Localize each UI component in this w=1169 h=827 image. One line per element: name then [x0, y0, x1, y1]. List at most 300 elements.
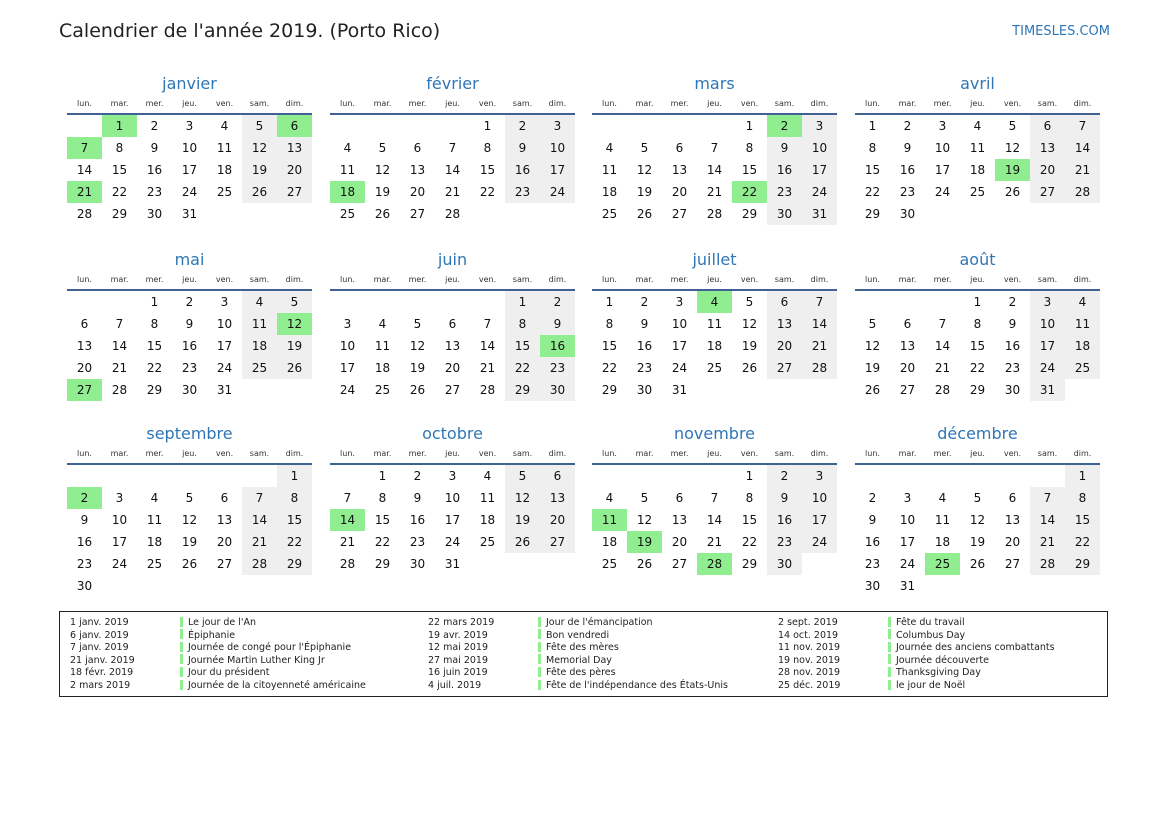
day-cell: 22 [374, 535, 391, 549]
day-cell: 24 [802, 531, 837, 553]
day-cell: 4 [605, 491, 614, 505]
day-cell: 13 [216, 513, 233, 527]
weekday-header [855, 271, 1100, 291]
day-cell: 22 [146, 361, 163, 375]
day-cell: 8 [868, 141, 877, 155]
day-cell: 18 [601, 535, 618, 549]
day-cell: 24 [181, 185, 198, 199]
day-cell: 7 [710, 141, 719, 155]
day-cell: 12 [969, 513, 986, 527]
day-cell: 11 [706, 317, 723, 331]
weekday-label: mer. [933, 449, 952, 458]
day-cell: 23 [76, 557, 93, 571]
day-cell: 14 [242, 509, 277, 531]
day-cell: 3 [343, 317, 352, 331]
weekday-label: mar. [373, 99, 392, 108]
day-cell: 3 [448, 469, 457, 483]
day-cell: 14 [444, 163, 461, 177]
day-cell: 14 [479, 339, 496, 353]
holiday-marker [180, 667, 183, 677]
weekday-label: mer. [670, 449, 689, 458]
weekday-label: dim. [548, 99, 567, 108]
day-cell: 25 [601, 557, 618, 571]
holiday-name: Fête de l'indépendance des États-Unis [546, 680, 728, 691]
day-cell: 12 [374, 163, 391, 177]
day-cell: 19 [242, 159, 277, 181]
holiday-marker [888, 617, 891, 627]
day-cell: 1 [483, 119, 492, 133]
weekday-label: jeu. [707, 99, 722, 108]
month-9 [330, 423, 575, 597]
day-cell: 10 [671, 317, 688, 331]
day-cell: 15 [1065, 509, 1100, 531]
day-cell: 30 [146, 207, 163, 221]
day-cell: 27 [1030, 181, 1065, 203]
day-cell: 25 [969, 185, 986, 199]
weekday-label: lun. [865, 449, 880, 458]
day-cell: 15 [741, 513, 758, 527]
day-cell: 14 [111, 339, 128, 353]
day-cell: 26 [741, 361, 758, 375]
holiday-date: 18 févr. 2019 [70, 667, 134, 679]
weekday-label: jeu. [182, 449, 197, 458]
holiday-date: 2 mars 2019 [70, 680, 131, 691]
holiday-marker [538, 680, 541, 690]
weekday-label: ven. [215, 449, 234, 458]
weekday-label: mer. [145, 99, 164, 108]
weekday-label: mer. [145, 449, 164, 458]
day-cell: 7 [710, 491, 719, 505]
day-cell: 30 [409, 557, 426, 571]
day-cell: 29 [969, 383, 986, 397]
day-cell: 29 [111, 207, 128, 221]
month-name: avril [960, 74, 995, 93]
day-cell: 26 [409, 383, 426, 397]
day-cell: 27 [899, 383, 916, 397]
month-7 [855, 249, 1100, 423]
month-11 [855, 423, 1100, 597]
weekday-label: dim. [285, 99, 304, 108]
weekday-label: dim. [548, 449, 567, 458]
day-cell: 4 [973, 119, 982, 133]
day-cell: 24 [899, 557, 916, 571]
day-cell: 8 [745, 491, 754, 505]
day-cell: 10 [444, 491, 461, 505]
day-cell: 9 [185, 317, 194, 331]
day-cell: 22 [864, 185, 881, 199]
day-cell: 2 [540, 291, 575, 313]
month-2 [592, 73, 837, 247]
day-cell: 14 [934, 339, 951, 353]
day-cell: 20 [540, 509, 575, 531]
brand-link[interactable]: TIMESLES.COM [1012, 24, 1110, 39]
day-cell: 30 [864, 579, 881, 593]
day-cell: 22 [741, 535, 758, 549]
holiday-marker [538, 642, 541, 652]
day-cell: 21 [934, 361, 951, 375]
weekday-label: dim. [285, 275, 304, 284]
month-name: mars [694, 74, 735, 93]
day-cell: 22 [1065, 531, 1100, 553]
day-cell: 13 [277, 137, 312, 159]
day-cell: 1 [378, 469, 387, 483]
day-cell: 13 [540, 487, 575, 509]
day-cell: 5 [277, 291, 312, 313]
day-cell: 24 [934, 185, 951, 199]
weekday-label: lun. [340, 275, 355, 284]
holiday-name: Fête des mères [546, 642, 619, 654]
day-cell: 30 [899, 207, 916, 221]
day-cell: 13 [899, 339, 916, 353]
day-cell: 24 [802, 181, 837, 203]
day-cell: 19 [277, 335, 312, 357]
day-cell: 31 [899, 579, 916, 593]
day-cell: 17 [899, 535, 916, 549]
day-cell: 27 [540, 531, 575, 553]
day-cell: 10 [540, 137, 575, 159]
day-cell: 10 [802, 487, 837, 509]
weekday-header [855, 445, 1100, 465]
weekday-label: ven. [215, 275, 234, 284]
weekday-label: ven. [1003, 275, 1022, 284]
day-cell: 19 [864, 361, 881, 375]
day-cell: 22 [277, 531, 312, 553]
day-cell: 1 [505, 291, 540, 313]
weekday-label: sam. [249, 99, 270, 108]
day-cell: 9 [150, 141, 159, 155]
day-cell: 15 [505, 335, 540, 357]
month-name: janvier [162, 74, 217, 93]
day-cell: 2 [767, 465, 802, 487]
day-cell: 12 [741, 317, 758, 331]
day-cell: 1 [277, 465, 312, 487]
day-cell: 25 [216, 185, 233, 199]
day-cell: 7 [1065, 115, 1100, 137]
day-cell: 23 [864, 557, 881, 571]
day-cell: 25 [242, 357, 277, 379]
day-cell: 13 [409, 163, 426, 177]
days-grid [592, 465, 837, 597]
day-cell: 12 [636, 513, 653, 527]
day-cell: 20 [409, 185, 426, 199]
day-cell: 31 [1030, 379, 1065, 401]
day-cell: 9 [767, 487, 802, 509]
day-cell: 17 [216, 339, 233, 353]
day-cell: 30 [181, 383, 198, 397]
holiday-day-cell: 14 [330, 509, 365, 531]
holiday-date: 7 janv. 2019 [70, 642, 129, 654]
weekday-label: dim. [1073, 99, 1092, 108]
day-cell: 17 [802, 159, 837, 181]
day-cell: 27 [767, 357, 802, 379]
day-cell: 21 [802, 335, 837, 357]
month-4 [67, 249, 312, 423]
weekday-label: dim. [548, 275, 567, 284]
day-cell: 5 [640, 491, 649, 505]
day-cell: 11 [242, 313, 277, 335]
holiday-marker [538, 667, 541, 677]
weekday-label: lun. [77, 275, 92, 284]
holiday-date: 12 mai 2019 [428, 642, 489, 654]
holiday-marker [180, 654, 183, 664]
holiday-name: Épiphanie [188, 629, 236, 641]
day-cell: 25 [479, 535, 496, 549]
month-name: octobre [422, 424, 483, 443]
day-cell: 3 [802, 115, 837, 137]
day-cell: 3 [938, 119, 947, 133]
holiday-marker [180, 642, 183, 652]
weekday-label: jeu. [707, 275, 722, 284]
holiday-date: 27 mai 2019 [428, 654, 489, 666]
day-cell: 9 [640, 317, 649, 331]
day-cell: 30 [767, 553, 802, 575]
weekday-label: lun. [602, 99, 617, 108]
weekday-label: sam. [774, 99, 795, 108]
day-cell: 4 [242, 291, 277, 313]
day-cell: 30 [1004, 383, 1021, 397]
day-cell: 18 [601, 185, 618, 199]
day-cell: 2 [505, 115, 540, 137]
weekday-label: jeu. [970, 99, 985, 108]
day-cell: 26 [277, 357, 312, 379]
holiday-marker [180, 629, 183, 639]
day-cell: 25 [601, 207, 618, 221]
day-cell: 15 [146, 339, 163, 353]
day-cell: 19 [374, 185, 391, 199]
weekday-label: dim. [1073, 275, 1092, 284]
day-cell: 23 [767, 531, 802, 553]
day-cell: 26 [181, 557, 198, 571]
day-cell: 22 [601, 361, 618, 375]
day-cell: 28 [339, 557, 356, 571]
weekday-label: lun. [865, 99, 880, 108]
day-cell: 16 [636, 339, 653, 353]
day-cell: 21 [242, 531, 277, 553]
day-cell: 16 [76, 535, 93, 549]
day-cell: 9 [767, 137, 802, 159]
month-0 [67, 73, 312, 247]
day-cell: 1 [868, 119, 877, 133]
weekday-label: sam. [512, 275, 533, 284]
holiday-date: 28 nov. 2019 [778, 667, 841, 679]
holiday-day-cell: 25 [925, 553, 960, 575]
weekday-label: dim. [810, 449, 829, 458]
holiday-entry [778, 642, 1055, 655]
day-cell: 20 [767, 335, 802, 357]
day-cell: 12 [864, 339, 881, 353]
month-name: septembre [146, 424, 233, 443]
day-cell: 30 [76, 579, 93, 593]
month-6 [592, 249, 837, 423]
weekday-label: sam. [249, 449, 270, 458]
day-cell: 2 [868, 491, 877, 505]
day-cell: 13 [76, 339, 93, 353]
day-cell: 1 [745, 119, 754, 133]
day-cell: 22 [479, 185, 496, 199]
days-grid [330, 115, 575, 247]
day-cell: 6 [1030, 115, 1065, 137]
day-cell: 18 [969, 163, 986, 177]
day-cell: 4 [938, 491, 947, 505]
day-cell: 3 [115, 491, 124, 505]
weekday-label: sam. [249, 275, 270, 284]
day-cell: 24 [671, 361, 688, 375]
weekday-label: dim. [810, 99, 829, 108]
day-cell: 9 [903, 141, 912, 155]
day-cell: 26 [374, 207, 391, 221]
day-cell: 19 [409, 361, 426, 375]
day-cell: 20 [1030, 159, 1065, 181]
day-cell: 18 [479, 513, 496, 527]
day-cell: 19 [636, 185, 653, 199]
weekday-label: mar. [635, 99, 654, 108]
holiday-name: Journée de la citoyenneté américaine [188, 680, 366, 691]
holiday-date: 2 sept. 2019 [778, 617, 838, 628]
holiday-name: Fête du travail [896, 617, 965, 628]
day-cell: 16 [864, 535, 881, 549]
holiday-entry [778, 667, 981, 680]
day-cell: 29 [1065, 553, 1100, 575]
weekday-label: mer. [408, 275, 427, 284]
day-cell: 3 [802, 465, 837, 487]
day-cell: 23 [767, 181, 802, 203]
weekday-label: lun. [77, 449, 92, 458]
day-cell: 25 [374, 383, 391, 397]
weekday-label: mar. [898, 275, 917, 284]
day-cell: 20 [277, 159, 312, 181]
weekday-label: mer. [670, 99, 689, 108]
days-grid [67, 291, 312, 423]
weekday-label: ven. [740, 99, 759, 108]
weekday-label: lun. [865, 275, 880, 284]
day-cell: 21 [1030, 531, 1065, 553]
days-grid [330, 291, 575, 423]
day-cell: 30 [540, 379, 575, 401]
day-cell: 8 [605, 317, 614, 331]
holiday-name: Journée Martin Luther King Jr [188, 654, 325, 666]
holiday-entry [428, 617, 653, 630]
day-cell: 1 [1065, 465, 1100, 487]
holiday-marker [888, 680, 891, 690]
weekday-label: mer. [933, 99, 952, 108]
day-cell: 18 [216, 163, 233, 177]
day-cell: 27 [671, 557, 688, 571]
day-cell: 24 [111, 557, 128, 571]
weekday-label: ven. [215, 99, 234, 108]
holiday-name: Jour de l'émancipation [546, 617, 653, 628]
weekday-label: lun. [340, 99, 355, 108]
weekday-label: mer. [408, 449, 427, 458]
holiday-marker [180, 617, 183, 627]
day-cell: 11 [374, 339, 391, 353]
day-cell: 13 [671, 163, 688, 177]
holiday-date: 21 janv. 2019 [70, 654, 135, 666]
day-cell: 16 [1004, 339, 1021, 353]
holiday-date: 22 mars 2019 [428, 617, 495, 628]
holiday-day-cell: 27 [67, 379, 102, 401]
holiday-entry [70, 617, 256, 630]
day-cell: 5 [868, 317, 877, 331]
month-5 [330, 249, 575, 423]
day-cell: 28 [706, 207, 723, 221]
day-cell: 15 [111, 163, 128, 177]
weekday-label: jeu. [445, 449, 460, 458]
days-grid [67, 465, 312, 597]
day-cell: 14 [1065, 137, 1100, 159]
day-cell: 21 [706, 185, 723, 199]
day-cell: 25 [146, 557, 163, 571]
day-cell: 16 [146, 163, 163, 177]
day-cell: 13 [444, 339, 461, 353]
weekday-label: ven. [478, 275, 497, 284]
day-cell: 27 [444, 383, 461, 397]
day-cell: 25 [339, 207, 356, 221]
day-cell: 26 [636, 207, 653, 221]
month-1 [330, 73, 575, 247]
day-cell: 28 [1065, 181, 1100, 203]
day-cell: 14 [706, 163, 723, 177]
day-cell: 10 [216, 317, 233, 331]
holiday-day-cell: 4 [697, 291, 732, 313]
holiday-entry [778, 630, 965, 643]
day-cell: 27 [409, 207, 426, 221]
weekday-label: jeu. [182, 99, 197, 108]
weekday-label: mar. [110, 99, 129, 108]
weekday-label: jeu. [445, 99, 460, 108]
day-cell: 11 [216, 141, 233, 155]
day-cell: 28 [444, 207, 461, 221]
month-name: décembre [937, 424, 1018, 443]
holiday-date: 19 avr. 2019 [428, 629, 488, 641]
day-cell: 27 [216, 557, 233, 571]
day-cell: 31 [671, 383, 688, 397]
holiday-entry [70, 642, 351, 655]
day-cell: 9 [413, 491, 422, 505]
day-cell: 4 [220, 119, 229, 133]
day-cell: 26 [242, 181, 277, 203]
holiday-entry [428, 680, 728, 693]
day-cell: 13 [671, 513, 688, 527]
day-cell: 30 [767, 203, 802, 225]
weekday-label: jeu. [445, 275, 460, 284]
day-cell: 28 [802, 357, 837, 379]
day-cell: 12 [242, 137, 277, 159]
month-name: août [959, 250, 996, 269]
holiday-entry [428, 630, 609, 643]
day-cell: 29 [146, 383, 163, 397]
holiday-day-cell: 18 [330, 181, 365, 203]
holiday-name: Thanksgiving Day [896, 667, 981, 679]
days-grid [592, 291, 837, 423]
day-cell: 26 [505, 531, 540, 553]
day-cell: 5 [185, 491, 194, 505]
day-cell: 2 [640, 295, 649, 309]
holiday-entry [778, 680, 965, 693]
holiday-name: Bon vendredi [546, 629, 610, 641]
day-cell: 5 [242, 115, 277, 137]
day-cell: 10 [934, 141, 951, 155]
day-cell: 10 [339, 339, 356, 353]
day-cell: 20 [1004, 535, 1021, 549]
day-cell: 3 [903, 491, 912, 505]
weekday-label: sam. [1037, 449, 1058, 458]
day-cell: 6 [767, 291, 802, 313]
day-cell: 12 [181, 513, 198, 527]
weekday-label: mar. [110, 449, 129, 458]
day-cell: 9 [80, 513, 89, 527]
day-cell: 23 [146, 185, 163, 199]
day-cell: 1 [150, 295, 159, 309]
